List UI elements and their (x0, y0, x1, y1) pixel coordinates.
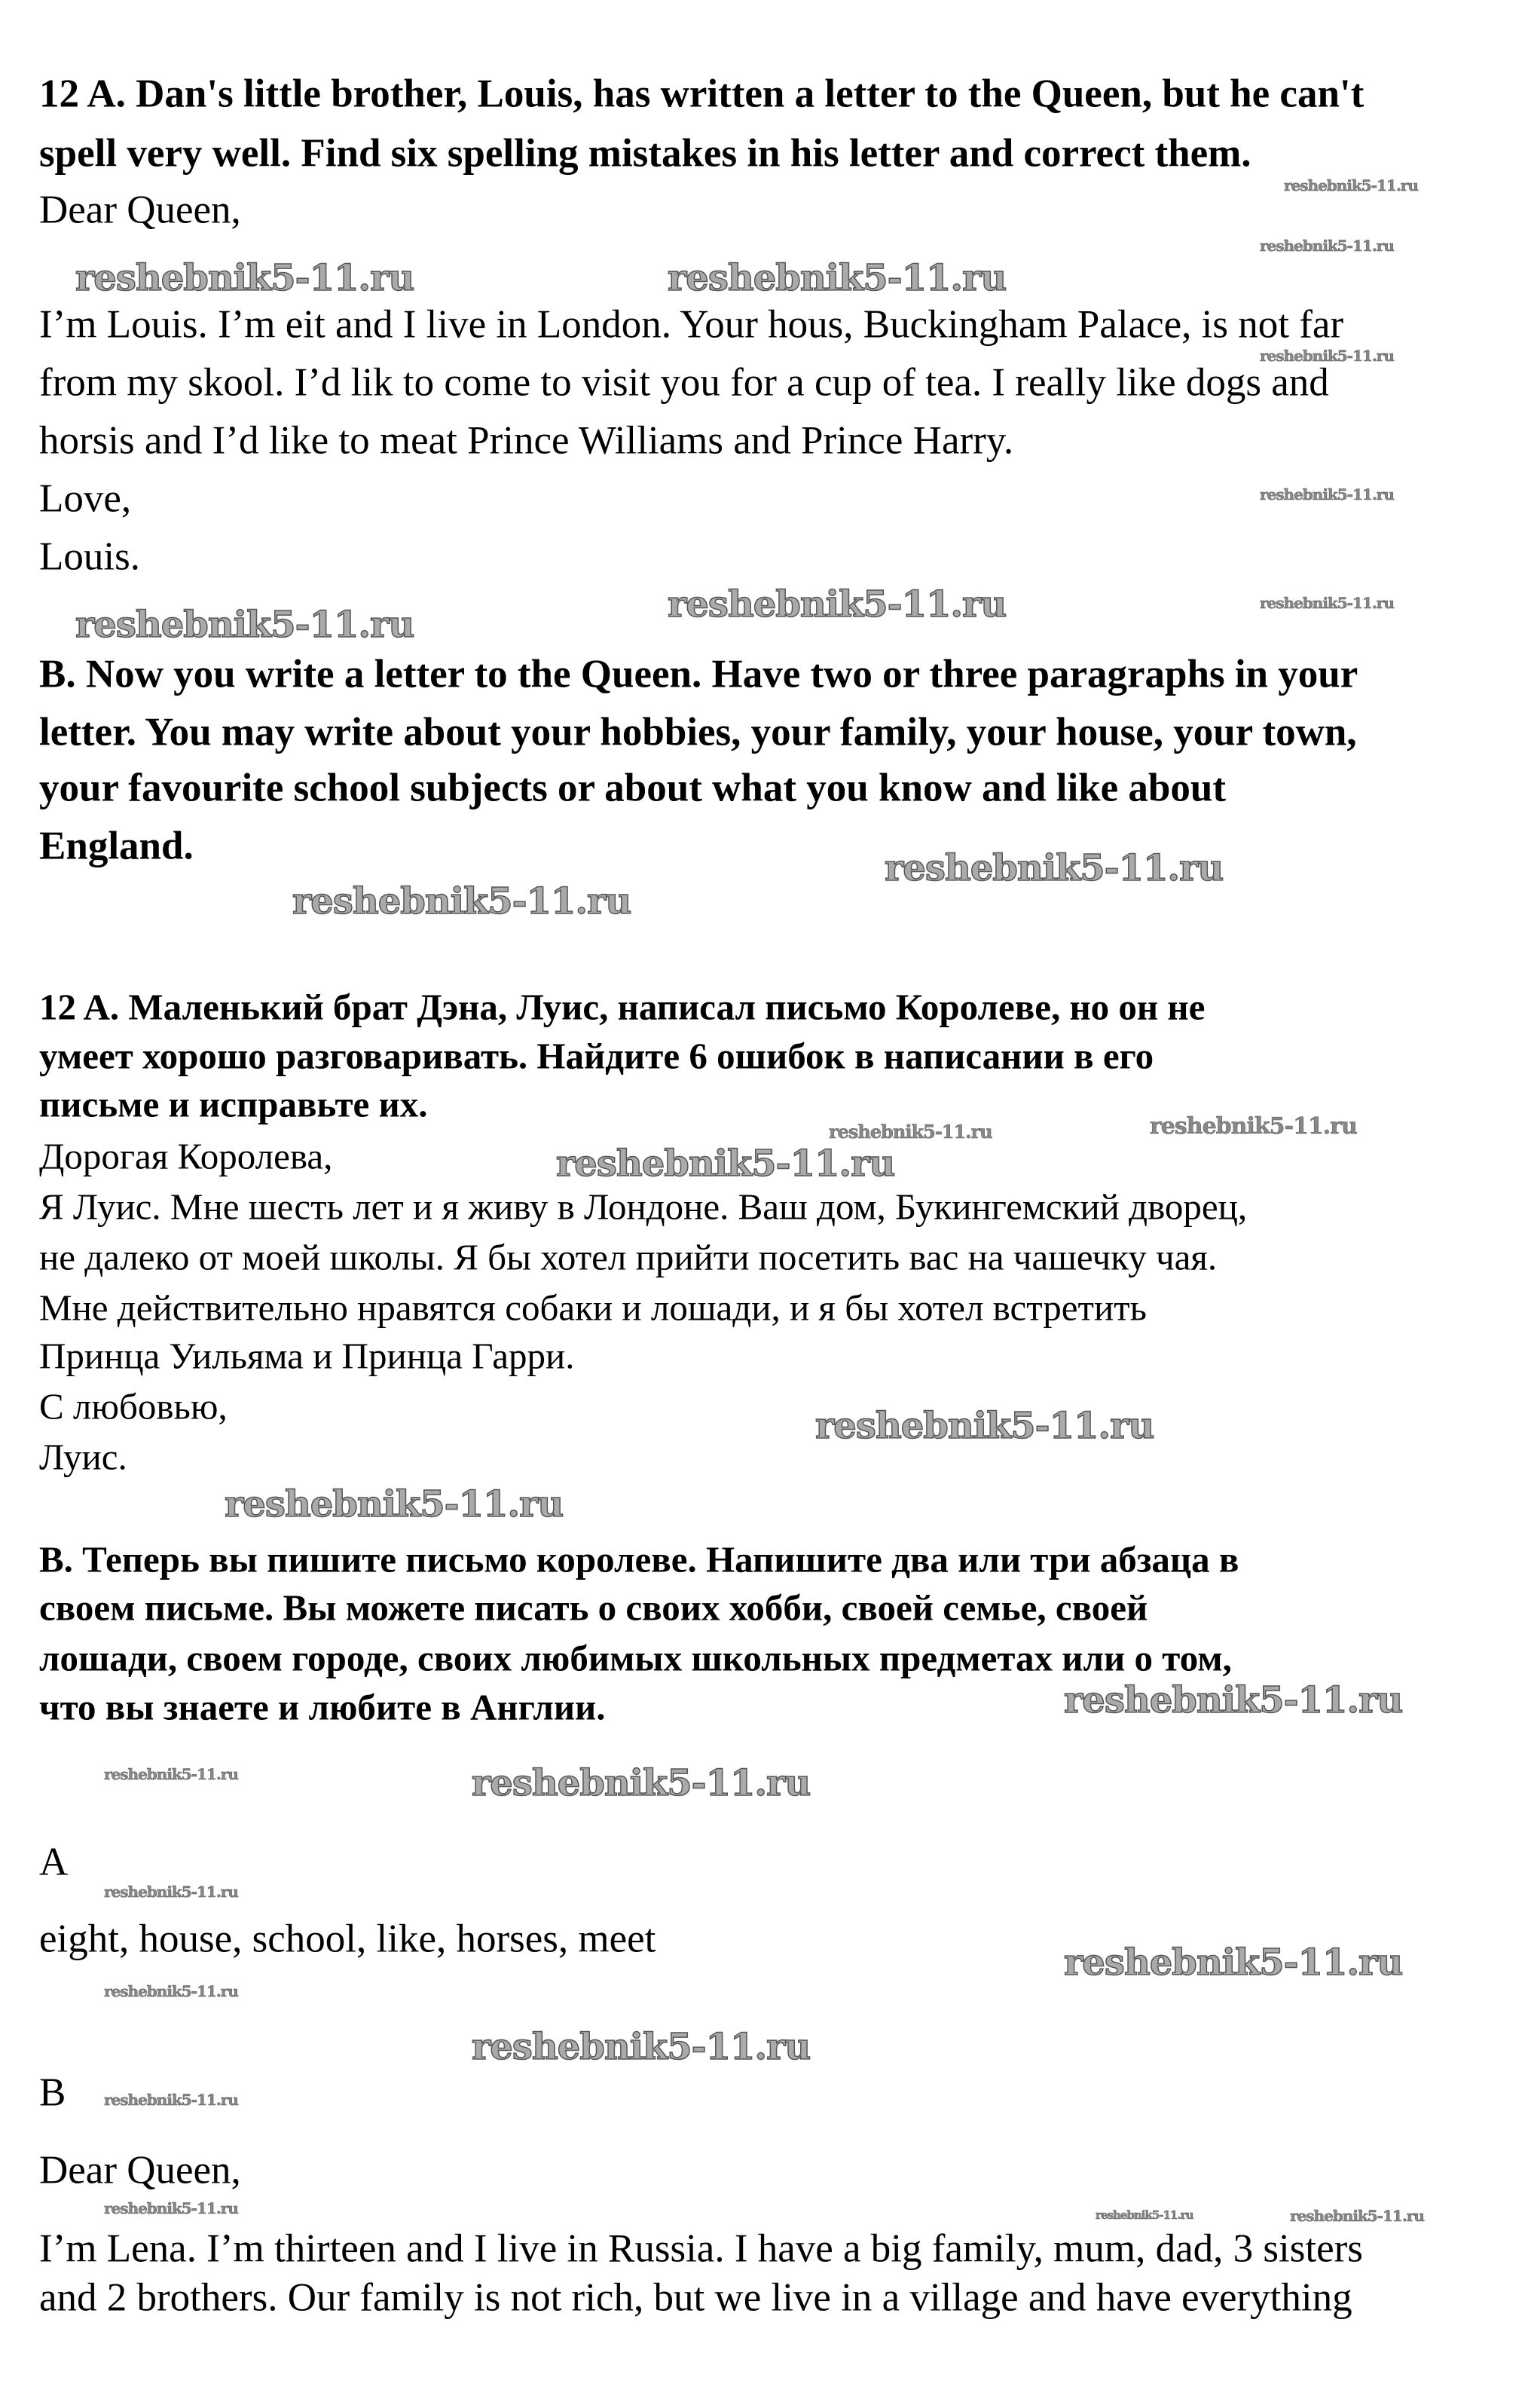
watermark: reshebnik5-11.ru (104, 2199, 238, 2217)
task-b-line: letter. You may write about your hobbies, your family, your house, your town, (39, 710, 1357, 754)
watermark: reshebnik5-11.ru (472, 2026, 811, 2068)
watermark: reshebnik5-11.ru (1150, 1113, 1357, 1140)
ru-task-a-line: 12 A. Маленький брат Дэна, Луис, написал письмо Королеве, но он не (39, 986, 1206, 1028)
watermark: reshebnik5-11.ru (1260, 594, 1394, 612)
watermark: reshebnik5-11.ru (815, 1405, 1154, 1447)
letter-line: from my skool. I’d lik to come to visit you for a cup of tea. I really like dogs and (39, 360, 1329, 405)
watermark: reshebnik5-11.ru (885, 847, 1224, 889)
watermark: reshebnik5-11.ru (75, 604, 414, 646)
answer-a-label: A (39, 1840, 69, 1884)
task-b-line: England. (39, 824, 194, 868)
ru-task-b-line: лошади, своем городе, своих любимых школьных предметах или о том, (39, 1637, 1232, 1679)
ru-letter-greeting: Дорогая Королева, (39, 1135, 333, 1177)
answer-a-text: eight, house, school, like, horses, meet (39, 1917, 656, 1961)
ru-task-b-line: что вы знаете и любите в Англии. (39, 1686, 606, 1728)
watermark: reshebnik5-11.ru (104, 1883, 238, 1901)
ru-task-a-line: письме и исправьте их. (39, 1083, 428, 1125)
letter-signature: Louis. (39, 534, 140, 579)
watermark: reshebnik5-11.ru (225, 1483, 564, 1525)
ru-task-a-line: умеет хорошо разговаривать. Найдите 6 ошибок в написании в его (39, 1035, 1154, 1077)
watermark: reshebnik5-11.ru (104, 1765, 238, 1783)
watermark: reshebnik5-11.ru (1260, 347, 1394, 365)
watermark: reshebnik5-11.ru (1064, 1941, 1403, 1984)
ru-letter-signature: Луис. (39, 1436, 127, 1478)
ru-task-b-line: B. Теперь вы пишите письмо королеве. Напишите два или три абзаца в (39, 1538, 1239, 1580)
answer-letter-greeting: Dear Queen, (39, 2148, 241, 2192)
watermark: reshebnik5-11.ru (1096, 2208, 1193, 2222)
watermark: reshebnik5-11.ru (1290, 2207, 1424, 2225)
watermark: reshebnik5-11.ru (292, 880, 631, 923)
watermark: reshebnik5-11.ru (668, 257, 1007, 299)
watermark: reshebnik5-11.ru (668, 583, 1007, 626)
watermark: reshebnik5-11.ru (75, 257, 414, 299)
task-b-line: your favourite school subjects or about what you know and like about (39, 766, 1227, 810)
watermark: reshebnik5-11.ru (104, 1982, 238, 2000)
ru-letter-closing: С любовью, (39, 1385, 228, 1427)
watermark: reshebnik5-11.ru (1284, 176, 1418, 194)
task-b-line: B. Now you write a letter to the Queen. Have two or three paragraphs in your (39, 652, 1358, 696)
letter-closing: Love, (39, 476, 132, 521)
ru-letter-line: Я Луис. Мне шесть лет и я живу в Лондоне. Ваш дом, Букингемский дворец, (39, 1186, 1248, 1228)
ru-letter-line: Принца Уильяма и Принца Гарри. (39, 1335, 575, 1377)
watermark: reshebnik5-11.ru (1260, 237, 1394, 255)
answer-letter-line: and 2 brothers. Our family is not rich, but we live in a village and have everything (39, 2275, 1352, 2320)
letter-line: I’m Louis. I’m eit and I live in London. Your hous, Buckingham Palace, is not far (39, 302, 1344, 347)
ru-letter-line: не далеко от моей школы. Я бы хотел прийти посетить вас на чашечку чая. (39, 1236, 1218, 1278)
ru-task-b-line: своем письме. Вы можете писать о своих хобби, своей семье, своей (39, 1586, 1148, 1629)
watermark: reshebnik5-11.ru (556, 1143, 895, 1185)
watermark: reshebnik5-11.ru (472, 1762, 811, 1804)
letter-greeting: Dear Queen, (39, 188, 241, 232)
answer-b-label: B (39, 2070, 66, 2115)
watermark: reshebnik5-11.ru (829, 1121, 992, 1143)
watermark: reshebnik5-11.ru (1260, 485, 1394, 503)
ru-letter-line: Мне действительно нравятся собаки и лошади, и я бы хотел встретить (39, 1287, 1147, 1329)
watermark: reshebnik5-11.ru (104, 2091, 238, 2109)
task-a-heading-line-2: spell very well. Find six spelling mistakes in his letter and correct them. (39, 131, 1251, 176)
task-a-heading-line-1: 12 A. Dan's little brother, Louis, has written a letter to the Queen, but he can't (39, 72, 1365, 116)
watermark: reshebnik5-11.ru (1064, 1679, 1403, 1721)
letter-line: horsis and I’d like to meat Prince Williams and Prince Harry. (39, 418, 1014, 463)
answer-letter-line: I’m Lena. I’m thirteen and I live in Russia. I have a big family, mum, dad, 3 sisters (39, 2226, 1363, 2271)
